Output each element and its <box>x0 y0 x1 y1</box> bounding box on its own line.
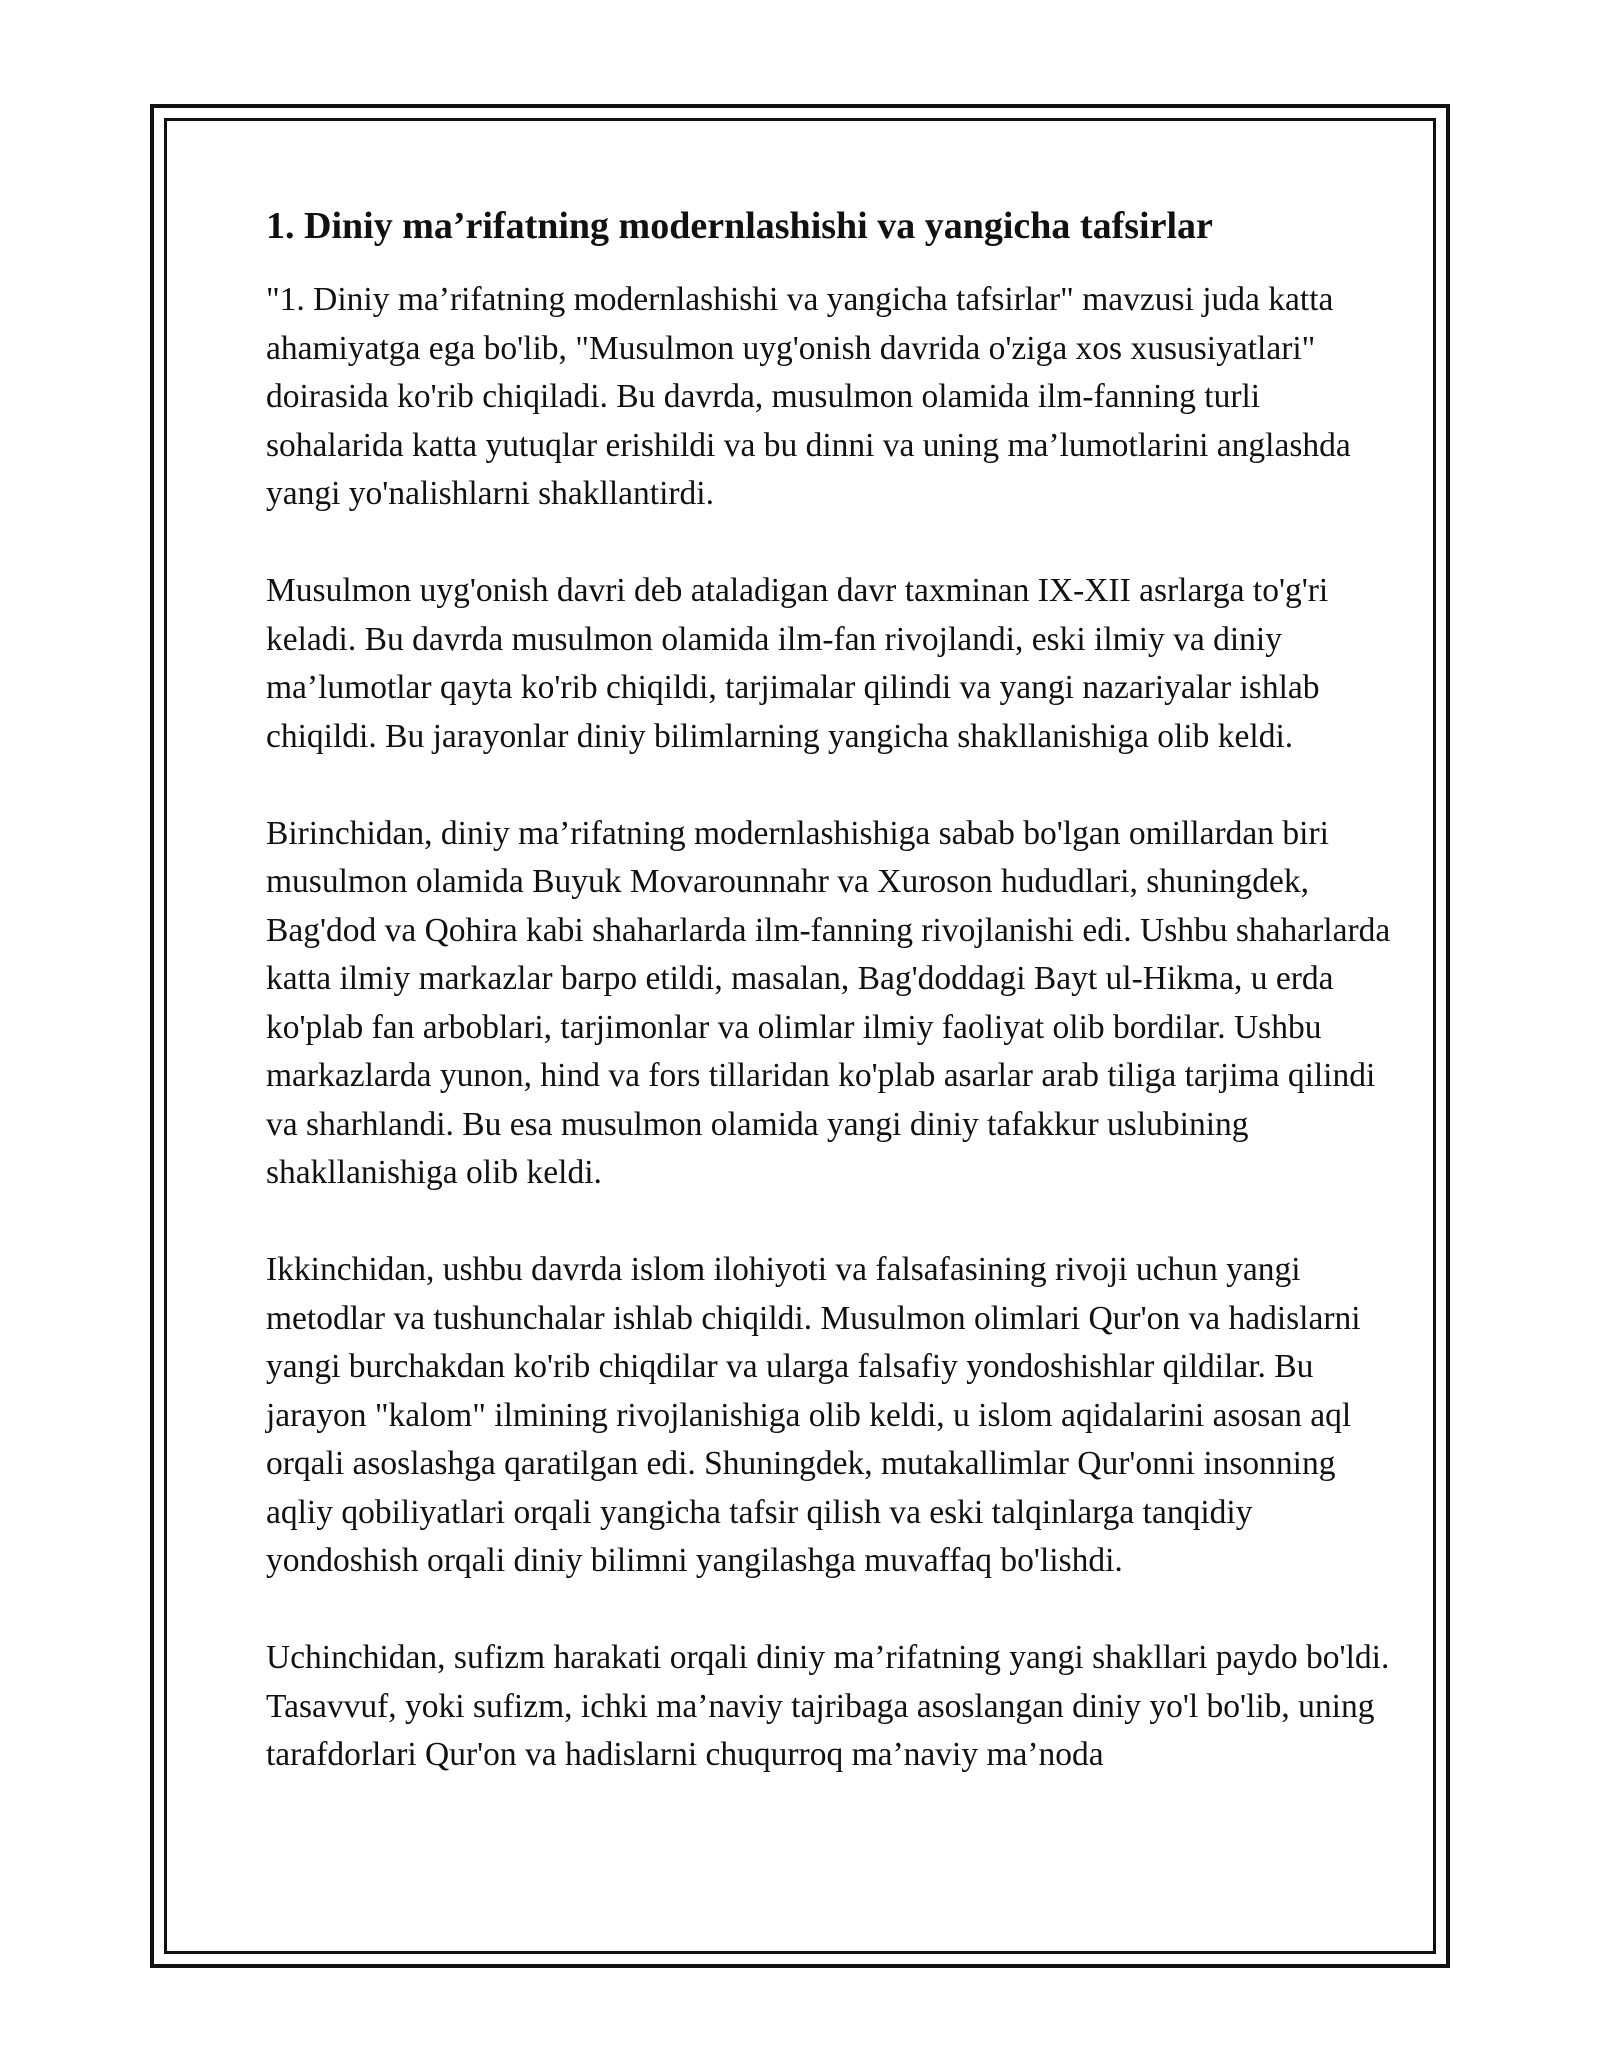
page-border-inner <box>164 118 1436 1954</box>
section-heading: 1. Diniy ma’rifatning modernlashishi va yangicha tafsirlar <box>266 205 1213 247</box>
paragraph-5: Uchinchidan, sufizm harakati orqali diniy ma’rifatning yangi shakllari paydo bo'ldi. Tasavvuf, yoki sufizm, ichki ma’naviy tajribaga asoslangan diniy yo'l bo'lib, uning tarafdorlari Qur'on va hadislarni chuqurroq ma’naviy ma’noda <box>266 1639 1390 1773</box>
paragraph-4: Ikkinchidan, ushbu davrda islom ilohiyoti va falsafasining rivoji uchun yangi metodlar va tushunchalar ishlab chiqildi. Musulmon olimlari Qur'on va hadislarni yangi burchakdan ko'rib chiqdilar va ularga falsafiy yondoshishlar qildilar. Bu jarayon "kalom" ilmining rivojlanishiga olib keldi, u islom aqidalarini asosan aql orqali asoslashga qaratilgan edi. Shuningdek, mutakallimlar Qur'onni insonning aqliy qobiliyatlari orqali yangicha tafsir qilish va eski talqinlarga tanqidiy yondoshish orqali diniy bilimni yangilashga muvaffaq bo'lishdi. <box>266 1251 1361 1579</box>
paragraph-3: Birinchidan, diniy ma’rifatning modernlashishiga sabab bo'lgan omillardan biri musulmon olamida Buyuk Movarounnahr va Xuroson hududlari, shuningdek, Bag'dod va Qohira kabi shaharlarda ilm-fanning rivojlanishi edi. Ushbu shaharlarda katta ilmiy markazlar barpo etildi, masalan, Bag'doddagi Bayt ul-Hikma, u erda ko'plab fan arboblari, tarjimonlar va olimlar ilmiy faoliyat olib bordilar. Ushbu markazlarda yunon, hind va fors tillaridan ko'plab asarlar arab tiliga tarjima qilindi va sharhlandi. Bu esa musulmon olamida yangi diniy tafakkur uslubining shakllanishiga olib keldi. <box>266 814 1391 1191</box>
document-body <box>266 202 1406 1828</box>
paragraph-2: Musulmon uyg'onish davri deb ataladigan davr taxminan IX-XII asrlarga to'g'ri keladi. Bu davrda musulmon olamida ilm-fan rivojlandi, eski ilmiy va diniy ma’lumotlar qayta ko'rib chiqildi, tarjimalar qilindi va yangi nazariyalar ishlab chiqildi. Bu jarayonlar diniy bilimlarning yangicha shakllanishiga olib keldi. <box>266 572 1329 755</box>
paragraph-1: "1. Diniy ma’rifatning modernlashishi va yangicha tafsirlar" mavzusi juda katta ahamiyatga ega bo'lib, "Musulmon uyg'onish davrida o'ziga xos xususiyatlari" doirasida ko'rib chiqiladi. Bu davrda, musulmon olamida ilm-fanning turli sohalarida katta yutuqlar erishildi va bu dinni va uning ma’lumotlarini anglashda yangi yo'nalishlarni shakllantirdi. <box>266 281 1351 512</box>
page-border-outer <box>150 104 1450 1968</box>
